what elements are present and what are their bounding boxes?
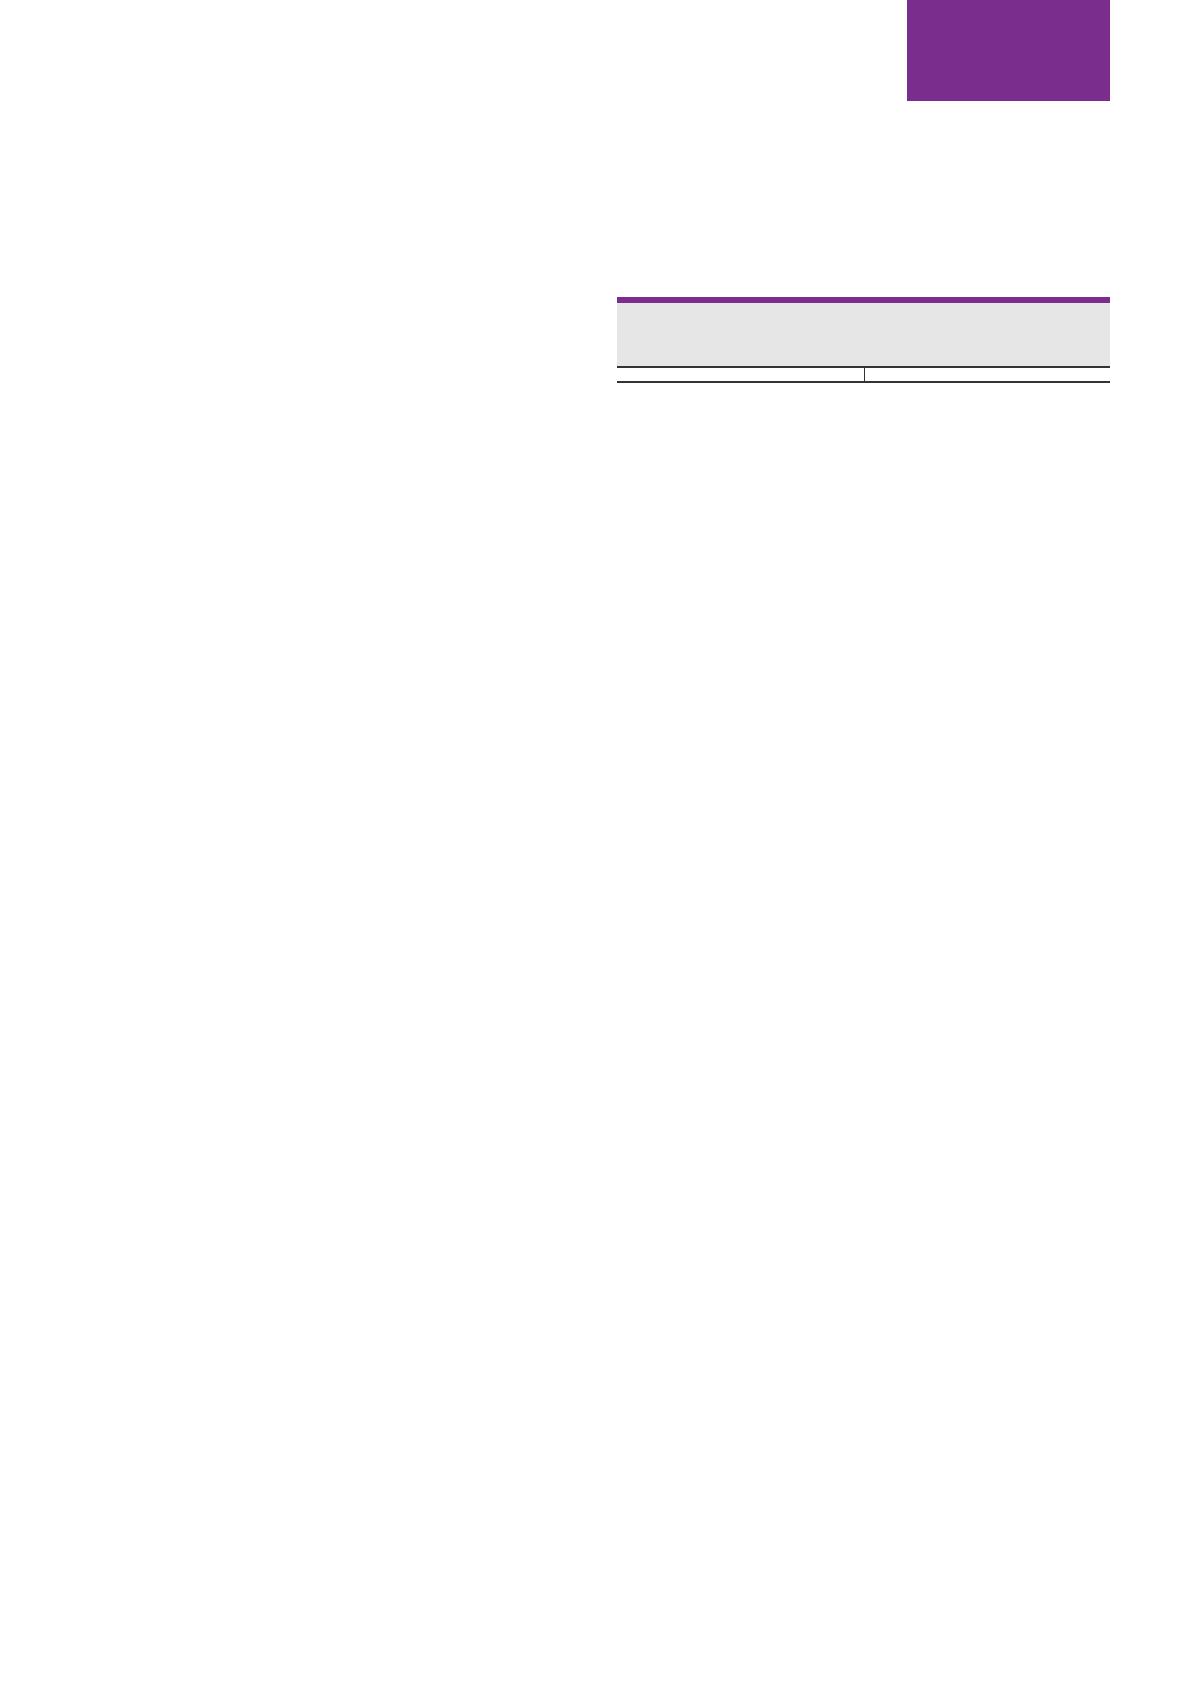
key-body xyxy=(617,368,1110,383)
section-tab xyxy=(907,0,1110,101)
grammatical-key xyxy=(617,297,1110,383)
footer xyxy=(100,1640,108,1659)
key-header xyxy=(617,303,1110,368)
key-column-right xyxy=(864,368,1111,381)
key-column-left xyxy=(617,368,864,381)
